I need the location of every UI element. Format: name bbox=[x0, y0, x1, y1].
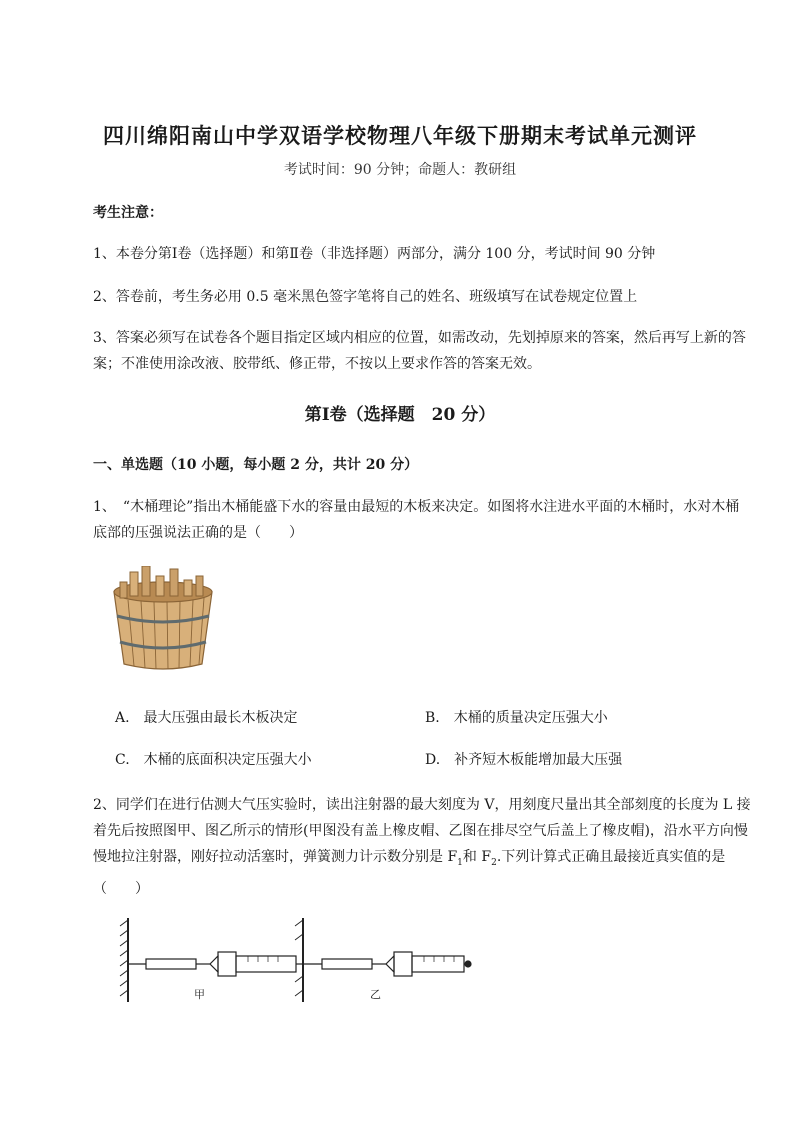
question-1-stem: 1、 “木桶理论”指出木桶能盛下水的容量由最短的木板来决定。如图将水注进水平面的木桶时，水对木桶底部的压强说法正确的是（ ） bbox=[93, 499, 740, 541]
option-a: A. 最大压强由最长木板决定 bbox=[115, 710, 298, 726]
subscript-1: 1 bbox=[457, 857, 463, 868]
question-2-text-c: .下列计算式正确且最接近真实值的是（ ） bbox=[93, 849, 726, 897]
question-group-heading: 一、单选题（10 小题，每小题 2 分，共计 20 分） bbox=[93, 457, 419, 473]
notice-item-2: 2、答卷前，考生务必用 0.5 毫米黑色签字笔将自己的姓名、班级填写在试卷规定位置上 bbox=[93, 289, 638, 305]
syringe-experiment-figure bbox=[118, 916, 474, 1006]
figure-label-jia: 甲 bbox=[194, 988, 205, 1001]
exam-info: 考试时间：90 分钟；命题人：教研组 bbox=[283, 162, 517, 178]
question-2-text-b: 和 F bbox=[462, 849, 492, 865]
option-b: B. 木桶的质量决定压强大小 bbox=[425, 710, 608, 726]
option-d: D. 补齐短木板能增加最大压强 bbox=[425, 752, 623, 768]
subscript-2: 2 bbox=[491, 857, 497, 868]
figure-label-yi: 乙 bbox=[370, 988, 381, 1001]
question-2-text-a: 2、同学们在进行估测大气压实验时，读出注射器的最大刻度为 V，用刻度尺量出其全部刻度的长度为 L 接着先后按照图甲、图乙所示的情形(甲图没有盖上橡皮帽、乙图在排尽空气后盖上了橡皮帽)，沿水平方向慢慢地拉注射器，刚好拉动活塞时，弹簧测力计示数分别是 F bbox=[93, 797, 751, 865]
question-2-stem bbox=[93, 792, 753, 902]
page-title: 四川绵阳南山中学双语学校物理八年级下册期末考试单元测评 bbox=[103, 123, 697, 148]
option-c: C. 木桶的底面积决定压强大小 bbox=[115, 752, 312, 768]
section-title: 第Ⅰ卷（选择题 20 分） bbox=[304, 405, 496, 425]
notice-heading: 考生注意： bbox=[93, 205, 163, 221]
notice-item-3: 3、答案必须写在试卷各个题目指定区域内相应的位置，如需改动，先划掉原来的答案，然后再写上新的答案；不准使用涂改液、胶带纸、修正带，不按以上要求作答的答案无效。 bbox=[93, 330, 746, 372]
wooden-bucket-image bbox=[108, 566, 218, 674]
notice-item-1: 1、本卷分第Ⅰ卷（选择题）和第Ⅱ卷（非选择题）两部分，满分 100 分，考试时间 90 分钟 bbox=[93, 246, 656, 262]
